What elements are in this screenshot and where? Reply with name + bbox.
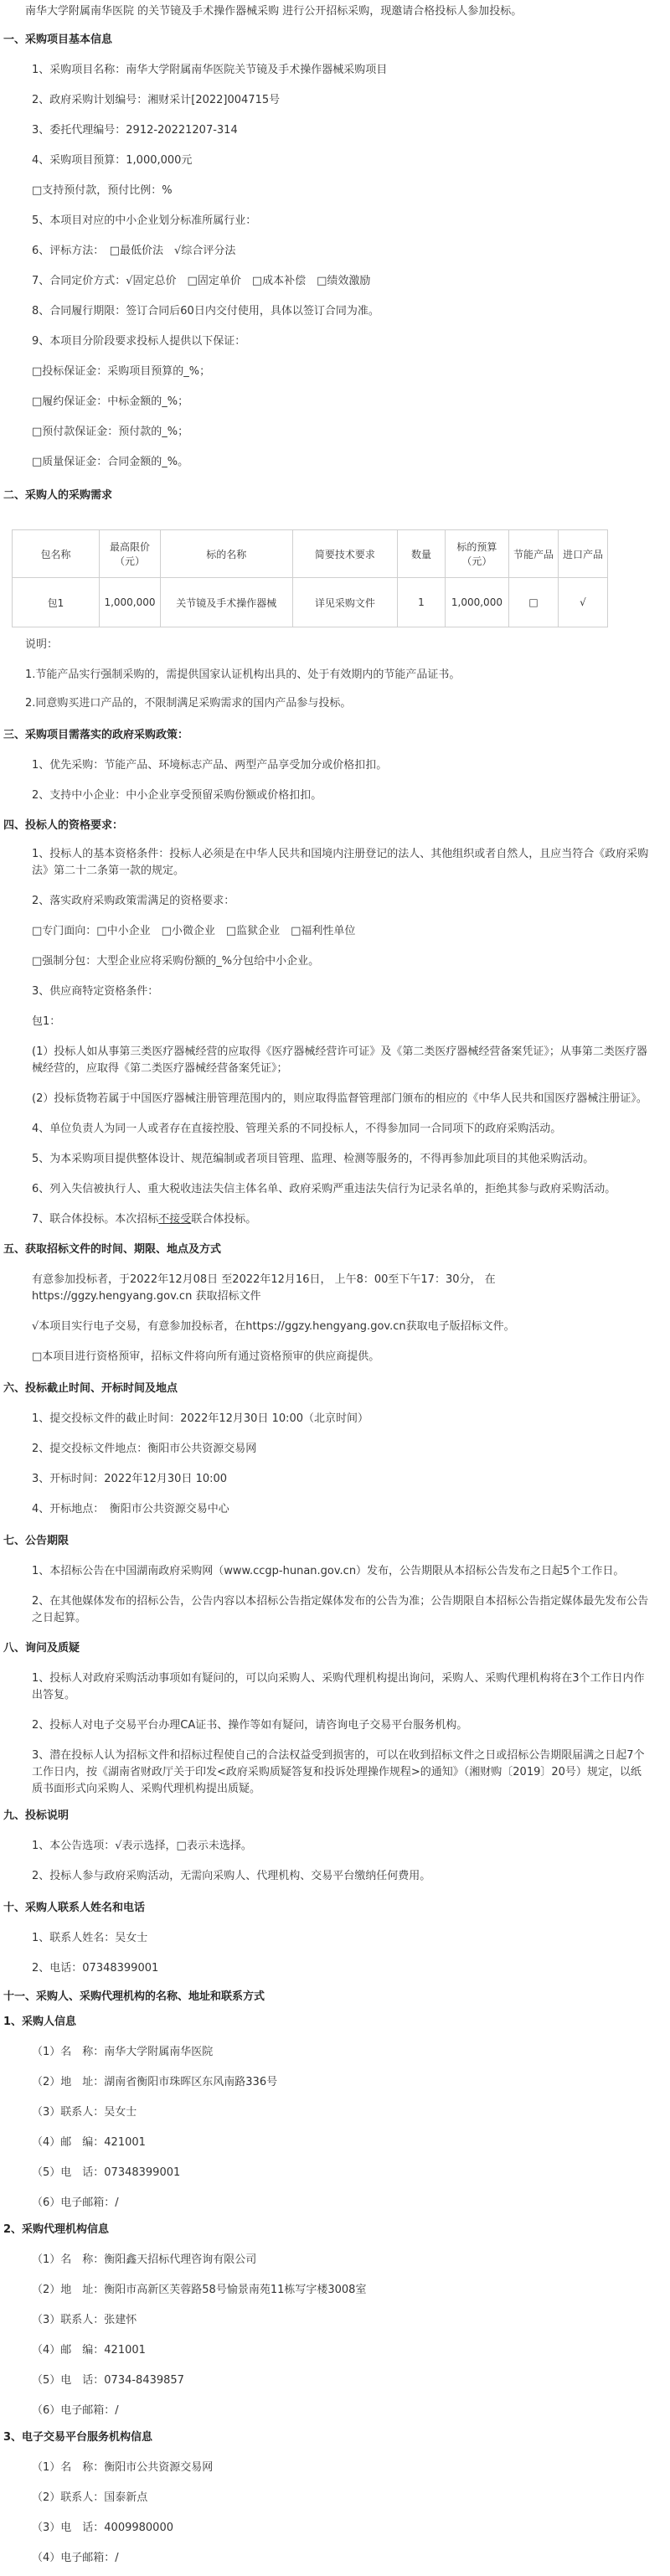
policy-2: 2、支持中小企业：中小企业享受预留采购份额或价格扣扣。 <box>32 789 322 802</box>
prepay-option: □支持预付款，预付比例：% <box>32 184 173 197</box>
section-6-title: 六、投标截止时间、开标时间及地点 <box>3 1382 178 1395</box>
requirement-table <box>12 529 608 627</box>
agency-name: （1）名 称：衡阳鑫天招标代理咨询有限公司 <box>32 2253 257 2266</box>
note-2: 2.同意购买进口产品的，不限制满足采购需求的国内产品参与投标。 <box>25 697 352 710</box>
project-budget: 4、采购项目预算：1,000,000元 <box>32 154 193 167</box>
inquiry-2: 2、投标人对电子交易平台办理CA证书、操作等如有疑问，请咨询电子交易平台服务机构。 <box>32 1719 468 1732</box>
intro-text: 南华大学附属南华医院 的关节镜及手术操作器械采购 进行公开招标采购，现邀请合格投标人参加投标。 <box>25 5 523 18</box>
project-name: 1、采购项目名称：南华大学附属南华医院关节镜及手术操作器械采购项目 <box>32 64 388 76</box>
note-label: 说明： <box>25 638 59 651</box>
qualification-item-2: (2）投标货物若属于中国医疗器械注册管理范围内的，则应取得监督管理部门颁布的相应的《中华人民共和国医疗器械注册证》。 <box>32 1092 647 1105</box>
consortium-text-c: 联合体投标。 <box>191 1213 257 1226</box>
qualification-item-1: (1）投标人如从事第三类医疗器械经营的应取得《医疗器械经营许可证》及《第二类医疗器械经营备案凭证》；从事第二类医疗器械经营的，应取得《第二类医疗器械经营备案凭证》； <box>32 1045 647 1075</box>
evaluation-method: 6、评标方法： □最低价法 √综合评分法 <box>32 245 236 257</box>
agency-number: 3、委托代理编号：2912-20221207-314 <box>32 124 238 137</box>
purchaser-name: （1）名 称：南华大学附属南华医院 <box>32 2046 214 2058</box>
section-9-title: 九、投标说明 <box>3 1809 70 1822</box>
agency-address: （2）地 址：衡阳市高新区芙蓉路58号愉景南苑11栋写字楼3008室 <box>32 2284 367 2296</box>
guarantee-intro: 9、本项目分阶段要求投标人提供以下保证： <box>32 335 246 348</box>
table-cell: √ <box>558 578 607 627</box>
subcontract-option: □强制分包：大型企业应将采购份额的_%分包给中小企业。 <box>32 955 320 968</box>
dedicated-option: □专门面向：□中小企业 □小微企业 □监狱企业 □福利性单位 <box>32 925 356 937</box>
agency-contact: （3）联系人：张建怀 <box>32 2314 137 2326</box>
section-7-title: 七、公告期限 <box>3 1535 70 1547</box>
section-10-title: 十、采购人联系人姓名和电话 <box>3 1902 146 1914</box>
section-11-title: 十一、采购人、采购代理机构的名称、地址和联系方式 <box>3 1990 265 2003</box>
table-header: 最高限价（元） <box>100 530 161 578</box>
submission-deadline: 1、提交投标文件的截止时间：2022年12月30日 10:00（北京时间） <box>32 1412 369 1425</box>
consortium-text-a: 7、联合体投标。本次招标 <box>32 1213 159 1226</box>
opening-time: 3、开标时间：2022年12月30日 10:00 <box>32 1473 228 1485</box>
section-8-title: 八、询问及质疑 <box>3 1642 80 1655</box>
policy-1: 1、优先采购：节能产品、环境标志产品、两型产品享受加分或价格扣扣。 <box>32 759 388 772</box>
prequalification: □本项目进行资格预审，招标文件将向所有通过资格预审的供应商提供。 <box>32 1350 380 1363</box>
table-header: 简要技术要求 <box>292 530 397 578</box>
purchaser-postcode: （4）邮 编：421001 <box>32 2136 146 2149</box>
bid-guarantee: □投标保证金：采购项目预算的_%； <box>32 365 211 378</box>
section-1-title: 一、采购项目基本信息 <box>3 34 113 46</box>
opening-place: 4、开标地点： 衡阳市公共资源交易中心 <box>32 1503 229 1515</box>
table-header: 标的名称 <box>160 530 292 578</box>
section-3-title: 三、采购项目需落实的政府采购政策： <box>3 729 189 741</box>
notice-period-1: 1、本招标公告在中国湖南政府采购网（www.ccgp-hunan.gov.cn）发布，公告期限从本招标公告发布之日起5个工作日。 <box>32 1565 625 1577</box>
contact-name: 1、联系人姓名：吴女士 <box>32 1932 148 1944</box>
specific-qualification: 3、供应商特定资格条件： <box>32 985 159 998</box>
table-header: 进口产品 <box>558 530 607 578</box>
sme-industry: 5、本项目对应的中小企业划分标准所属行业： <box>32 214 257 227</box>
contract-period: 8、合同履行期限：签订合同后60日内交付使用，具体以签订合同为准。 <box>32 305 379 317</box>
table-row <box>13 578 608 627</box>
plan-number: 2、政府采购计划编号：湘财采计[2022]004715号 <box>32 94 281 106</box>
purchaser-phone: （5）电 话：07348399001 <box>32 2166 181 2179</box>
agency-info-title: 2、采购代理机构信息 <box>3 2223 110 2236</box>
inquiry-3: 3、潜在投标人认为招标文件和招标过程使自己的合法权益受到损害的，可以在收到招标文件之日或招标公告期限届满之日起7个工作日内，按《湖南省财政厅关于印发<政府采购质疑答复和投诉处理操作规程>的通知》（湘财购〔2019〕20号）规定，以纸质书面形式向采购人、采购代理机构提出质疑。 <box>32 1749 645 1795</box>
table-header: 包名称 <box>13 530 100 578</box>
section-4-title: 四、投标人的资格要求： <box>3 819 124 832</box>
electronic-trading: √本项目实行电子交易，有意参加投标者，在https://ggzy.hengyang.gov.cn获取电子版招标文件。 <box>32 1320 515 1333</box>
table-header: 节能产品 <box>509 530 559 578</box>
table-cell: 1 <box>398 578 446 627</box>
table-header: 数量 <box>398 530 446 578</box>
purchaser-email: （6）电子邮箱：/ <box>32 2197 119 2209</box>
section-2-title: 二、采购人的采购需求 <box>3 489 113 502</box>
qualification-7 <box>0 1211 670 1228</box>
basic-qualification: 1、投标人的基本资格条件：投标人必须是在中华人民共和国境内注册登记的法人、其他组织或者自然人，且应当符合《政府采购法》第二十二条第一款的规定。 <box>32 848 649 877</box>
contact-phone: 2、电话：07348399001 <box>32 1962 159 1975</box>
table-header: 标的预算（元） <box>445 530 508 578</box>
policy-qualification: 2、落实政府采购政策需满足的资格要求： <box>32 895 235 907</box>
obtain-documents: 有意参加投标者，于2022年12月08日 至2022年12月16日， 上午8：00至下午17：30分， 在https://ggzy.hengyang.gov.cn 获取招标文件 <box>32 1273 496 1303</box>
agency-phone: （5）电 话：0734-8439857 <box>32 2374 184 2387</box>
table-header-row <box>13 530 608 578</box>
platform-contact: （2）联系人：国泰新点 <box>32 2491 148 2504</box>
purchaser-address: （2）地 址：湖南省衡阳市珠晖区东风南路336号 <box>32 2076 278 2088</box>
consortium-not-accepted: 不接受 <box>158 1213 192 1226</box>
qualification-5: 5、为本采购项目提供整体设计、规范编制或者项目管理、监理、检测等服务的，不得再参加此项目的其他采购活动。 <box>32 1153 595 1165</box>
prepay-guarantee: □预付款保证金：预付款的_%； <box>32 426 189 438</box>
performance-guarantee: □履约保证金：中标金额的_%； <box>32 395 189 408</box>
table-cell: 1,000,000 <box>445 578 508 627</box>
table-cell: 详见采购文件 <box>292 578 397 627</box>
contract-price-method: 7、合同定价方式：√固定总价 □固定单价 □成本补偿 □绩效激励 <box>32 275 371 287</box>
inquiry-1: 1、投标人对政府采购活动事项如有疑问的，可以向采购人、采购代理机构提出询问，采购人、采购代理机构将在3个工作日内作出答复。 <box>32 1672 645 1701</box>
section-5-title: 五、获取招标文件的时间、期限、地点及方式 <box>3 1243 222 1256</box>
platform-info-title: 3、电子交易平台服务机构信息 <box>3 2431 153 2444</box>
table-cell: 关节镜及手术操作器械 <box>160 578 292 627</box>
purchaser-info-title: 1、采购人信息 <box>3 2016 77 2028</box>
platform-email: （4）电子邮箱：/ <box>32 2552 119 2564</box>
package-label: 包1： <box>32 1015 61 1028</box>
platform-phone: （3）电 话：4009980000 <box>32 2522 173 2534</box>
quality-guarantee: □质量保证金：合同金额的_%。 <box>32 456 189 468</box>
qualification-6: 6、列入失信被执行人、重大税收违法失信主体名单、政府采购严重违法失信行为记录名单的，拒绝其参与政府采购活动。 <box>32 1183 616 1195</box>
purchaser-contact: （3）联系人：吴女士 <box>32 2106 137 2119</box>
table-cell: 1,000,000 <box>100 578 161 627</box>
qualification-4: 4、单位负责人为同一人或者存在直接控股、管理关系的不同投标人，不得参加同一合同项下的政府采购活动。 <box>32 1123 562 1135</box>
platform-name: （1）名 称：衡阳市公共资源交易网 <box>32 2461 214 2474</box>
notice-period-2: 2、在其他媒体发布的招标公告，公告内容以本招标公告指定媒体发布的公告为准；公告期限自本招标公告指定媒体最先发布公告之日起算。 <box>32 1595 649 1624</box>
agency-email: （6）电子邮箱：/ <box>32 2404 119 2417</box>
bid-note-1: 1、本公告选项：√表示选择，□表示未选择。 <box>32 1840 252 1852</box>
table-cell: □ <box>509 578 559 627</box>
agency-postcode: （4）邮 编：421001 <box>32 2344 146 2357</box>
submission-place: 2、提交投标文件地点：衡阳市公共资源交易网 <box>32 1443 257 1455</box>
note-1: 1.节能产品实行强制采购的，需提供国家认证机构出具的、处于有效期内的节能产品证书。 <box>25 669 461 681</box>
bid-note-2: 2、投标人参与政府采购活动，无需向采购人、代理机构、交易平台缴纳任何费用。 <box>32 1870 431 1882</box>
table-cell: 包1 <box>13 578 100 627</box>
